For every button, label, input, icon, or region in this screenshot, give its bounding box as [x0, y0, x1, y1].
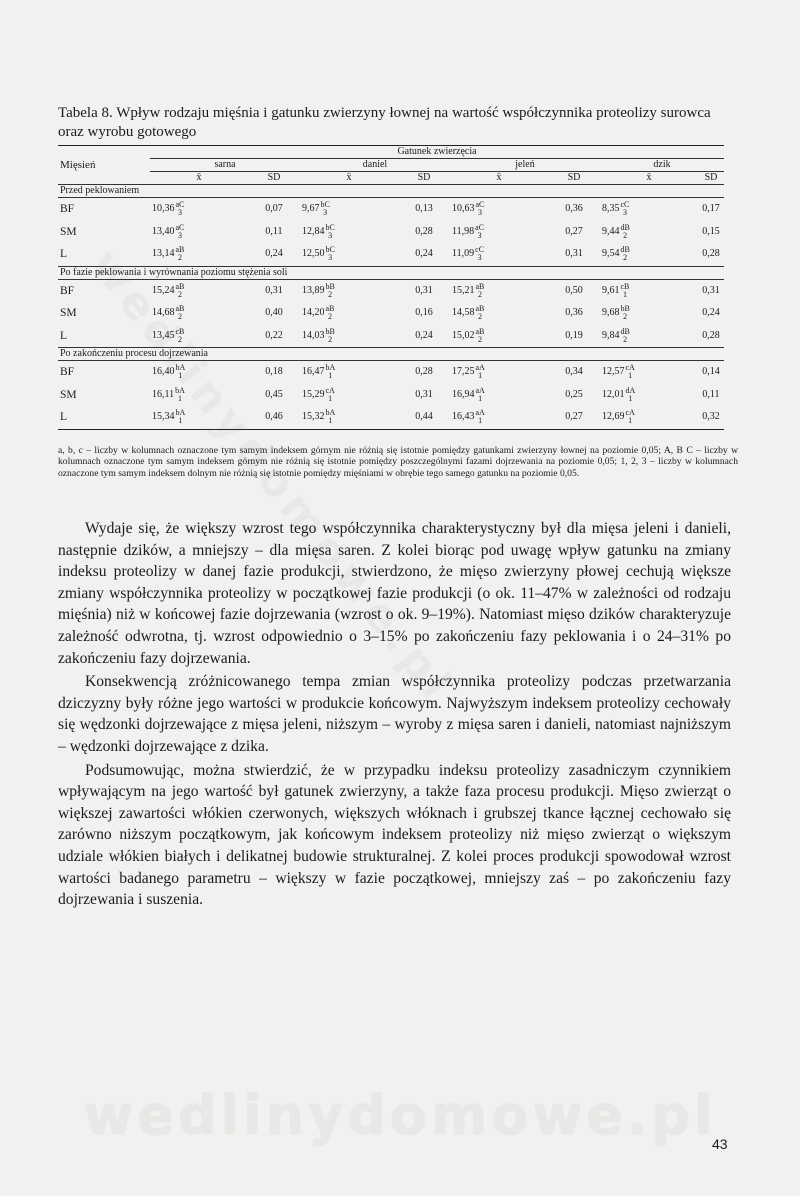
- mean-cell: [450, 384, 548, 407]
- subscript-number: 2: [623, 253, 628, 263]
- table-body: [58, 185, 724, 430]
- superscript-letters: bA: [325, 408, 336, 418]
- mean-cell: [450, 361, 548, 384]
- section-title: Po fazie peklowania i wyrównania poziomu stężenia soli: [58, 266, 724, 279]
- subscript-number: 3: [323, 208, 328, 218]
- significance-index: [326, 246, 335, 262]
- mean-value: 16,47: [302, 366, 325, 378]
- sd-value: 0,14: [702, 366, 720, 378]
- superscript-letters: cC: [620, 200, 630, 210]
- subscript-number: 2: [623, 334, 628, 344]
- mean-cell: [600, 325, 698, 348]
- superscript-letters: bC: [320, 200, 330, 210]
- significance-index: [176, 305, 185, 321]
- significance-index: [476, 409, 485, 425]
- subscript-number: 1: [628, 393, 633, 403]
- mean-cell: [150, 406, 248, 429]
- sd-header: SD: [398, 172, 450, 185]
- subscript-number: 3: [622, 208, 627, 218]
- superscript-letters: aB: [475, 304, 485, 314]
- superscript-letters: aB: [475, 326, 485, 336]
- mean-header: x̄: [450, 172, 548, 185]
- mean-value: 9,67: [302, 203, 320, 215]
- sd-value: 0,45: [265, 388, 283, 400]
- superscript-letters: aB: [325, 304, 335, 314]
- mean-cell: [450, 279, 548, 302]
- mean-cell: [450, 302, 548, 325]
- subscript-number: 1: [628, 416, 633, 426]
- significance-index: [176, 328, 185, 344]
- significance-index: [621, 201, 630, 217]
- muscle-label: L: [58, 243, 150, 266]
- mean-cell: [450, 325, 548, 348]
- mean-cell: [150, 325, 248, 348]
- muscle-label: L: [58, 325, 150, 348]
- significance-index: [176, 364, 186, 380]
- significance-index: [175, 387, 185, 403]
- mean-cell: [450, 406, 548, 429]
- significance-index: [626, 409, 635, 425]
- significance-index: [621, 328, 630, 344]
- mean-value: 12,50: [302, 248, 325, 260]
- mean-value: 16,11: [152, 388, 175, 400]
- superscript-letters: aB: [175, 304, 185, 314]
- mean-value: 16,43: [452, 411, 475, 423]
- subscript-number: 2: [477, 312, 482, 322]
- mean-value: 15,21: [452, 284, 475, 296]
- mean-value: 11,09: [452, 248, 475, 260]
- mean-value: 13,89: [302, 284, 325, 296]
- mean-cell: [600, 406, 698, 429]
- significance-index: [326, 364, 336, 380]
- significance-index: [476, 387, 485, 403]
- sd-value: 0,22: [248, 325, 300, 348]
- sd-value: 0,31: [415, 284, 433, 296]
- sd-value: 0,50: [565, 284, 583, 296]
- subscript-number: 1: [478, 416, 483, 426]
- superscript-letters: aC: [475, 222, 485, 232]
- mean-value: 10,63: [452, 203, 475, 215]
- mean-value: 9,68: [602, 307, 620, 319]
- subscript-number: 1: [478, 371, 483, 381]
- muscle-label: BF: [60, 284, 75, 297]
- proteolysis-table: [58, 145, 724, 430]
- mean-value: 14,58: [452, 307, 475, 319]
- subscript-number: 3: [477, 208, 482, 218]
- superscript-letters: dA: [625, 385, 636, 395]
- sd-value: 0,32: [702, 411, 720, 423]
- sd-header: SD: [548, 172, 600, 185]
- species-header: Gatunek zwierzęcia: [150, 146, 724, 159]
- superscript-letters: dB: [620, 222, 630, 232]
- subscript-number: 1: [478, 393, 483, 403]
- sd-value: 0,27: [565, 225, 583, 237]
- mean-cell: [600, 198, 698, 221]
- mean-value: 13,45: [152, 329, 175, 341]
- superscript-letters: aA: [475, 385, 485, 395]
- table-row: [58, 384, 724, 407]
- subscript-number: 2: [177, 253, 182, 263]
- sd-value: 0,28: [698, 243, 724, 266]
- significance-index: [621, 283, 630, 299]
- mean-cell: [300, 279, 398, 302]
- mean-header: x̄: [150, 172, 248, 185]
- mean-cell: [450, 198, 548, 221]
- superscript-letters: bB: [325, 326, 335, 336]
- mean-value: 15,29: [302, 388, 325, 400]
- sd-value: 0,15: [702, 225, 720, 237]
- subscript-number: 3: [177, 230, 182, 240]
- mean-value: 12,01: [602, 388, 625, 400]
- subscript-number: 1: [178, 393, 183, 403]
- subscript-number: 2: [477, 289, 482, 299]
- subscript-number: 1: [178, 416, 183, 426]
- mean-value: 11,98: [452, 225, 475, 237]
- significance-index: [326, 328, 335, 344]
- significance-index: [621, 305, 630, 321]
- superscript-letters: dB: [620, 326, 630, 336]
- sd-value: 0,36: [565, 203, 583, 215]
- sd-value: 0,24: [248, 243, 300, 266]
- mean-cell: [600, 302, 698, 325]
- mean-value: 9,84: [602, 329, 620, 341]
- mean-header: x̄: [600, 172, 698, 185]
- mean-cell: [600, 243, 698, 266]
- subscript-number: 1: [178, 371, 183, 381]
- significance-index: [476, 201, 485, 217]
- superscript-letters: cC: [475, 245, 485, 255]
- mean-value: 14,68: [152, 307, 175, 319]
- mean-cell: [150, 361, 248, 384]
- sd-value: 0,27: [565, 411, 583, 423]
- subscript-number: 2: [328, 334, 333, 344]
- mean-cell: [150, 198, 248, 221]
- sd-value: 0,31: [265, 284, 283, 296]
- superscript-letters: bB: [325, 281, 335, 291]
- species-dzik: dzik: [600, 159, 724, 172]
- significance-index: [621, 246, 630, 262]
- subscript-number: 2: [623, 230, 628, 240]
- sd-value: 0,17: [702, 203, 720, 215]
- superscript-letters: aA: [475, 363, 485, 373]
- mean-cell: [600, 221, 698, 244]
- subscript-number: 2: [177, 289, 182, 299]
- mean-cell: [300, 406, 398, 429]
- table-row: [58, 325, 724, 348]
- mean-value: 10,36: [152, 203, 175, 215]
- table-caption: Tabela 8. Wpływ rodzaju mięśnia i gatunku zwierzyny łownej na wartość współczynnika proteolizy surowca oraz wyrobu gotowego: [58, 105, 711, 140]
- significance-index: [476, 328, 485, 344]
- sd-value: 0,36: [565, 307, 583, 319]
- sd-value: 0,24: [398, 243, 450, 266]
- subscript-number: 2: [477, 334, 482, 344]
- sd-value: 0,28: [415, 366, 433, 378]
- mean-value: 14,20: [302, 307, 325, 319]
- superscript-letters: cB: [620, 281, 630, 291]
- subscript-number: 3: [477, 253, 482, 263]
- mean-cell: [150, 243, 248, 266]
- mean-value: 9,61: [602, 284, 620, 296]
- muscle-header: Mięsień: [58, 146, 150, 185]
- sd-value: 0,44: [415, 411, 433, 423]
- mean-value: 13,14: [152, 248, 175, 260]
- superscript-letters: aB: [175, 281, 185, 291]
- mean-cell: [150, 279, 248, 302]
- muscle-label: BF: [60, 366, 75, 379]
- subscript-number: 1: [328, 371, 333, 381]
- mean-cell: [600, 279, 698, 302]
- superscript-letters: aC: [175, 222, 185, 232]
- sd-value: 0,28: [698, 325, 724, 348]
- subscript-number: 1: [328, 393, 333, 403]
- sd-value: 0,46: [265, 411, 283, 423]
- mean-cell: [600, 361, 698, 384]
- table-row: [58, 221, 724, 244]
- sd-value: 0,34: [565, 366, 583, 378]
- sd-value: 0,25: [565, 388, 583, 400]
- sd-value: 0,13: [415, 203, 433, 215]
- table-row: [58, 406, 724, 429]
- mean-header: x̄: [300, 172, 398, 185]
- mean-cell: [300, 243, 398, 266]
- subscript-number: 3: [328, 253, 333, 263]
- mean-value: 13,40: [152, 225, 175, 237]
- subscript-number: 1: [622, 289, 627, 299]
- species-sarna: sarna: [150, 159, 300, 172]
- superscript-letters: aB: [475, 281, 485, 291]
- significance-index: [176, 409, 186, 425]
- muscle-label: SM: [60, 225, 77, 238]
- subscript-number: 3: [477, 230, 482, 240]
- significance-index: [326, 224, 335, 240]
- page-number: 43: [712, 1136, 728, 1152]
- mean-value: 15,02: [452, 329, 475, 341]
- muscle-label: SM: [60, 307, 77, 320]
- significance-index: [326, 409, 336, 425]
- mean-value: 15,24: [152, 284, 175, 296]
- mean-cell: [300, 384, 398, 407]
- sd-value: 0,11: [265, 225, 283, 237]
- significance-index: [176, 246, 185, 262]
- muscle-label: BF: [60, 203, 75, 216]
- sd-header: SD: [248, 172, 300, 185]
- superscript-letters: dB: [620, 245, 630, 255]
- sd-value: 0,24: [398, 325, 450, 348]
- mean-cell: [450, 243, 548, 266]
- subscript-number: 2: [623, 312, 628, 322]
- mean-value: 8,35: [602, 203, 620, 215]
- mean-cell: [300, 198, 398, 221]
- muscle-label: L: [60, 411, 68, 424]
- superscript-letters: bB: [620, 304, 630, 314]
- sd-value: 0,16: [415, 307, 433, 319]
- superscript-letters: cA: [625, 408, 635, 418]
- section-header-row: [58, 348, 724, 361]
- superscript-letters: bA: [175, 363, 186, 373]
- significance-index: [475, 246, 484, 262]
- mean-value: 12,57: [602, 366, 625, 378]
- table-row: [58, 279, 724, 302]
- superscript-letters: cA: [625, 363, 635, 373]
- section-header-row: [58, 185, 724, 198]
- mean-value: 12,84: [302, 225, 325, 237]
- subscript-number: 1: [328, 416, 333, 426]
- significance-index: [326, 387, 335, 403]
- sd-value: 0,07: [265, 203, 283, 215]
- mean-value: 9,54: [602, 248, 620, 260]
- sd-value: 0,11: [702, 388, 720, 400]
- mean-value: 16,40: [152, 366, 175, 378]
- mean-value: 12,69: [602, 411, 625, 423]
- subscript-number: 2: [328, 289, 333, 299]
- section-title: Po zakończeniu procesu dojrzewania: [58, 348, 724, 361]
- body-text: [58, 518, 731, 911]
- sd-value: 0,18: [265, 366, 283, 378]
- table-row: [58, 198, 724, 221]
- significance-index: [476, 283, 485, 299]
- sd-value: 0,24: [702, 307, 720, 319]
- mean-value: 17,25: [452, 366, 475, 378]
- superscript-letters: cA: [325, 385, 335, 395]
- mean-value: 15,34: [152, 411, 175, 423]
- sd-value: 0,19: [548, 325, 600, 348]
- table-footnote: a, b, c – liczby w kolumnach oznaczone tym samym indeksem górnym nie różnią się istotnie pomiędzy gatunkami zwierzyny łownej na poziomie 0,05; A, B C – liczby w kolumnach oznaczone tym samym indeksem górnym nie różnią się istotnie pomiędzy poszczególnymi fazami dojrzewania na poziomie 0,05; 1, 2, 3 – liczby w kolumnach oznaczone tym samym indeksem dolnym nie różnią się istotnie pomiędzy mięśniami w obrębie tego samego gatunku na poziomie 0,05.: [58, 445, 738, 479]
- sd-value: 0,31: [415, 388, 433, 400]
- superscript-letters: bA: [325, 363, 336, 373]
- mean-cell: [450, 221, 548, 244]
- site-watermark: wedlinydomowe.pl: [83, 1084, 717, 1147]
- mean-cell: [300, 361, 398, 384]
- species-jelen: jeleń: [450, 159, 600, 172]
- superscript-letters: bC: [325, 222, 335, 232]
- mean-value: 15,32: [302, 411, 325, 423]
- paragraph: Wydaje się, że większy wzrost tego współczynnika charakterystyczny był dla mięsa jeleni i danieli, następnie dzików, a mniejszy – dla mięsa saren. Z kolei biorąc pod uwagę wpływ gatunku na zmiany indeksu proteolizy w danej fazie produkcji, stwierdzono, że mięso zwierzyny płowej cechują większe zmiany współczynnika proteolizy w początkowej fazie produkcji (o ok. 11–47% w zależności od rodzaju mięśnia) niż w końcowej fazie dojrzewania (wzrost o ok. 9–19%). Natomiast mięso dzików charakteryzuje zależność odwrotna, tj. wzrost odpowiednio o 3–15% po zakończeniu fazy peklowania i o 24–31% po zakończeniu fazy dojrzewania.: [58, 520, 731, 667]
- section-header-row: [58, 266, 724, 279]
- paragraph: Konsekwencją zróżnicowanego tempa zmian współczynnika proteolizy podczas przetwarzania dziczyzny były różne jego wartości w produkcie końcowym. Najwyższym indeksem proteolizy cechowały się wędzonki dojrzewające z mięsa jeleni, niższym – wyroby z mięsa saren i danieli, natomiast najniższym – wędzonki dojrzewające z dzika.: [58, 673, 731, 755]
- mean-cell: [300, 302, 398, 325]
- significance-index: [326, 305, 335, 321]
- subscript-number: 2: [177, 312, 182, 322]
- paragraph: Podsumowując, można stwierdzić, że w przypadku indeksu proteolizy zasadniczym czynnikiem wpływającym na jego wartość był gatunek zwierzyny, a także faza procesu produkcji. Mięso zwierząt o większej zawartości włókien czerwonych, większych włóknach i grubszej tkance łącznej cechowało się zarówno niższym początkowym, jak końcowym indeksem proteolizy niż mięso zwierząt o większym udziale włókien białych i delikatnej budowie strukturalnej. Z kolei proces produkcji spowodował wzrost wartości badanego parametru – większy w fazie początkowej, mniejszy zaś – po zakończeniu fazy dojrzewania i suszenia.: [58, 761, 731, 909]
- superscript-letters: bA: [175, 408, 186, 418]
- significance-index: [476, 364, 485, 380]
- mean-value: 14,03: [302, 329, 325, 341]
- superscript-letters: aB: [175, 245, 185, 255]
- significance-index: [626, 387, 636, 403]
- mean-cell: [600, 384, 698, 407]
- sd-value: 0,40: [265, 307, 283, 319]
- superscript-letters: bC: [325, 245, 335, 255]
- subscript-number: 2: [177, 334, 182, 344]
- mean-cell: [150, 302, 248, 325]
- significance-index: [321, 201, 330, 217]
- significance-index: [176, 201, 185, 217]
- subscript-number: 1: [628, 371, 633, 381]
- significance-index: [476, 305, 485, 321]
- significance-index: [176, 224, 185, 240]
- significance-index: [176, 283, 185, 299]
- significance-index: [621, 224, 630, 240]
- mean-cell: [150, 221, 248, 244]
- sd-value: 0,31: [548, 243, 600, 266]
- superscript-letters: cB: [175, 326, 185, 336]
- significance-index: [626, 364, 635, 380]
- mean-cell: [300, 221, 398, 244]
- species-daniel: daniel: [300, 159, 450, 172]
- sd-value: 0,31: [702, 284, 720, 296]
- superscript-letters: aC: [175, 200, 185, 210]
- mean-value: 16,94: [452, 388, 475, 400]
- superscript-letters: aA: [475, 408, 485, 418]
- mean-value: 9,44: [602, 225, 620, 237]
- sd-value: 0,28: [415, 225, 433, 237]
- table-row: [58, 302, 724, 325]
- subscript-number: 2: [327, 312, 332, 322]
- superscript-letters: aC: [475, 200, 485, 210]
- table-row: [58, 243, 724, 266]
- superscript-letters: bA: [175, 385, 185, 395]
- table-row: [58, 361, 724, 384]
- subscript-number: 3: [328, 230, 333, 240]
- subscript-number: 3: [177, 208, 182, 218]
- mean-cell: [150, 384, 248, 407]
- muscle-label: SM: [60, 388, 77, 401]
- sd-header: SD: [698, 172, 724, 185]
- section-title: Przed peklowaniem: [58, 185, 724, 198]
- significance-index: [475, 224, 484, 240]
- significance-index: [326, 283, 335, 299]
- mean-cell: [300, 325, 398, 348]
